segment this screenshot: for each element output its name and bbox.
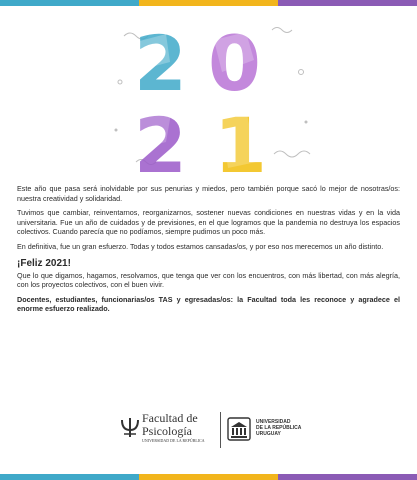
- udelar-line-2: DE LA REPÚBLICA: [256, 425, 302, 432]
- psi-logo-icon: [120, 416, 140, 438]
- udelar-line-1: UNIVERSIDAD: [256, 419, 291, 425]
- paragraph-3: En definitiva, fue un gran esfuerzo. Todas y todos estamos cansadas/os, y por eso nos merecemos un año distinto.: [17, 241, 384, 251]
- udelar-line-3: URUGUAY: [256, 431, 281, 438]
- faculty-line-1: Facultad de: [142, 411, 198, 425]
- dot-decoration: [305, 121, 308, 124]
- hero-2021-graphic: [96, 12, 322, 180]
- footer-logos: [120, 408, 310, 454]
- bottom-bar-blue-segment: [0, 474, 139, 480]
- faculty-name: [142, 412, 198, 438]
- top-bar-purple-segment: [278, 0, 417, 6]
- university-building-icon: [227, 417, 251, 441]
- paragraph-5: Docentes, estudiantes, funcionarias/os TAS y egresadas/os: la Facultad toda les reconoce y agradece el enorme esfuerzo realizado.: [17, 294, 400, 314]
- dot-decoration: [118, 80, 122, 84]
- dot-decoration: [299, 70, 304, 75]
- bottom-color-bar: [0, 474, 417, 480]
- message-body: [17, 184, 400, 319]
- faculty-line-2: Psicología: [142, 424, 192, 438]
- squiggle-decoration: [272, 28, 292, 33]
- top-bar-yellow-segment: [139, 0, 278, 6]
- feliz-heading: ¡Feliz 2021!: [17, 257, 71, 269]
- top-bar-blue-segment: [0, 0, 139, 6]
- digit-2-first: 2: [134, 19, 187, 108]
- digit-2-second: 2: [134, 101, 187, 180]
- paragraph-1: Este año que pasa será inolvidable por sus penurias y miedos, pero también porque sacó lo mejor de nosotras/os: nuestra creatividad y solidaridad.: [17, 184, 400, 203]
- paragraph-2: Tuvimos que cambiar, reinventarnos, reorganizarnos, sostener nuevas condiciones en nuestras vidas y en la vida universitaria. Fue un año de cuidados y de previsiones, en el que logramos que la pandemia no destruya los espacios colectivos. Cuando parecía que no podíamos, siempre pudimos un poco más.: [17, 208, 400, 237]
- paragraph-4: Que lo que digamos, hagamos, resolvamos, que tenga que ver con los encuentros, con más libertad, con más alegría, con los proyectos colectivos, con el buen vivir.: [17, 270, 400, 290]
- hero-2021-svg: [96, 12, 322, 180]
- faculty-subtitle: UNIVERSIDAD DE LA REPÚBLICA: [142, 439, 205, 443]
- bottom-bar-yellow-segment: [139, 474, 278, 480]
- udelar-name: [256, 419, 301, 438]
- facultad-psicologia-logo: [120, 408, 218, 454]
- bottom-bar-purple-segment: [278, 474, 417, 480]
- digit-0: 0: [208, 19, 261, 108]
- logo-divider: [220, 412, 221, 448]
- dot-decoration: [115, 129, 118, 132]
- top-color-bar: [0, 0, 417, 6]
- squiggle-decoration: [274, 151, 310, 157]
- digit-1: 1: [214, 101, 267, 180]
